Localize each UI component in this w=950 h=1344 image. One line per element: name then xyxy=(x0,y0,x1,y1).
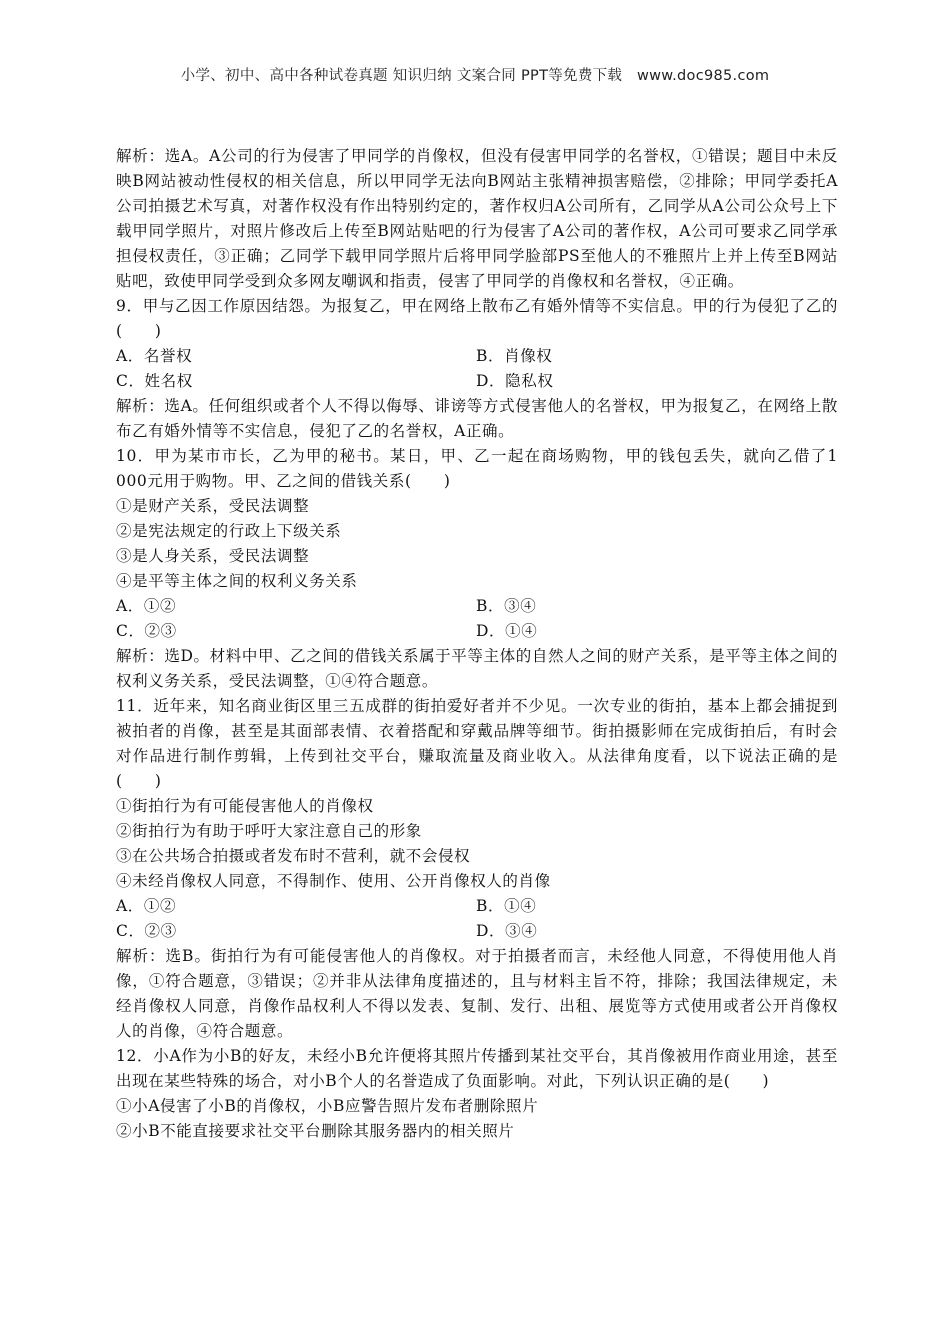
answer-option: C．姓名权 xyxy=(116,372,193,390)
document-body xyxy=(116,144,838,1144)
paragraph: ④未经肖像权人同意，不得制作、使用、公开肖像权人的肖像 xyxy=(116,872,551,890)
header-url[interactable]: www.doc985.com xyxy=(636,68,770,84)
paragraph: 解析：选A。A公司的行为侵害了甲同学的肖像权，但没有侵害甲同学的名誉权，①错误；题目中未反映B网站被动性侵权的相关信息，所以甲同学无法向B网站主张精神损害赔偿，②排除；甲同学委托A公司拍摄艺术写真，对著作权没有作出特别约定的，著作权归A公司所有，乙同学从A公司公众号上下载甲同学照片，对照片修改后上传至B网站贴吧的行为侵害了A公司的著作权，A公司可要求乙同学承担侵权责任，③正确；乙同学下载甲同学照片后将甲同学脸部PS至他人的不雅照片上并上传至B网站贴吧，致使甲同学受到众多网友嘲讽和指责，侵害了甲同学的肖像权和名誉权，④正确。 xyxy=(116,147,838,290)
answer-option: D．隐私权 xyxy=(476,372,554,390)
page-header xyxy=(0,64,950,85)
paragraph: 解析：选B。街拍行为有可能侵害他人的肖像权。对于拍摄者而言，未经他人同意，不得使用他人肖像，①符合题意，③错误；②并非从法律角度描述的，且与材料主旨不符，排除；我国法律规定，未经肖像权人同意，肖像作品权利人不得以发表、复制、发行、出租、展览等方式使用或者公开肖像权人的肖像，④符合题意。 xyxy=(116,947,838,1040)
answer-option: C．②③ xyxy=(116,622,177,640)
paragraph: ①小A侵害了小B的肖像权，小B应警告照片发布者删除照片 xyxy=(116,1097,539,1115)
paragraph: 12．小A作为小B的好友，未经小B允许便将其照片传播到某社交平台，其肖像被用作商业用途，甚至出现在某些特殊的场合，对小B个人的名誉造成了负面影响。对此，下列认识正确的是( ) xyxy=(116,1047,838,1090)
header-text: 小学、初中、高中各种试卷真题 知识归纳 文案合同 PPT等免费下载 xyxy=(180,68,623,84)
option-row xyxy=(116,344,838,369)
answer-option: B．③④ xyxy=(476,597,537,615)
paragraph: ③在公共场合拍摄或者发布时不营利，就不会侵权 xyxy=(116,847,471,865)
paragraph: ①街拍行为有可能侵害他人的肖像权 xyxy=(116,797,374,815)
option-row xyxy=(116,619,838,644)
paragraph: ①是财产关系，受民法调整 xyxy=(116,497,310,515)
answer-option: A．①② xyxy=(116,897,177,915)
paragraph: ④是平等主体之间的权利义务关系 xyxy=(116,572,358,590)
option-row xyxy=(116,594,838,619)
paragraph: ②小B不能直接要求社交平台删除其服务器内的相关照片 xyxy=(116,1122,515,1140)
answer-option: D．①④ xyxy=(476,622,538,640)
paragraph: ②是宪法规定的行政上下级关系 xyxy=(116,522,342,540)
paragraph: 9．甲与乙因工作原因结怨。为报复乙，甲在网络上散布乙有婚外情等不实信息。甲的行为侵犯了乙的( ) xyxy=(116,297,838,340)
answer-option: A．名誉权 xyxy=(116,347,193,365)
option-row xyxy=(116,919,838,944)
paragraph: 10．甲为某市市长，乙为甲的秘书。某日，甲、乙一起在商场购物，甲的钱包丢失，就向乙借了1 000元用于购物。甲、乙之间的借钱关系( ) xyxy=(116,447,838,490)
paragraph: 11．近年来，知名商业街区里三五成群的街拍爱好者并不少见。一次专业的街拍，基本上都会捕捉到被拍者的肖像，甚至是其面部表情、衣着搭配和穿戴品牌等细节。街拍摄影师在完成街拍后，有时会对作品进行制作剪辑，上传到社交平台，赚取流量及商业收入。从法律角度看，以下说法正确的是( ) xyxy=(116,697,838,790)
paragraph: 解析：选A。任何组织或者个人不得以侮辱、诽谤等方式侵害他人的名誉权，甲为报复乙，在网络上散布乙有婚外情等不实信息，侵犯了乙的名誉权，A正确。 xyxy=(116,397,838,440)
option-row xyxy=(116,369,838,394)
answer-option: B．①④ xyxy=(476,897,537,915)
option-row xyxy=(116,894,838,919)
answer-option: B．肖像权 xyxy=(476,347,553,365)
paragraph: ②街拍行为有助于呼吁大家注意自己的形象 xyxy=(116,822,422,840)
paragraph: 解析：选D。材料中甲、乙之间的借钱关系属于平等主体的自然人之间的财产关系，是平等主体之间的权利义务关系，受民法调整，①④符合题意。 xyxy=(116,647,838,690)
answer-option: A．①② xyxy=(116,597,177,615)
answer-option: D．③④ xyxy=(476,922,538,940)
answer-option: C．②③ xyxy=(116,922,177,940)
paragraph: ③是人身关系，受民法调整 xyxy=(116,547,310,565)
